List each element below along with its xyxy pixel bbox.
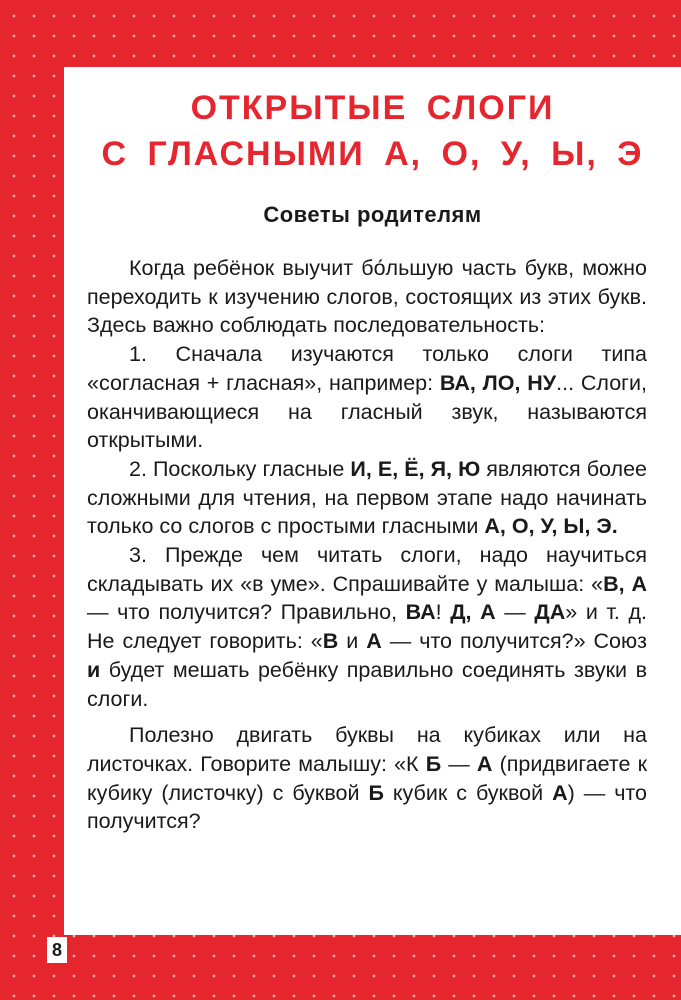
text-span: Полезно двигать буквы на кубиках или на листочках. Говорите малышу: «К <box>87 723 647 776</box>
bold-letter: Б <box>368 780 384 805</box>
bold-conjunction: и <box>87 657 101 682</box>
body-text <box>87 254 647 836</box>
bold-letter: Б <box>425 751 442 776</box>
paragraph-step-1 <box>87 340 647 455</box>
bold-letter: А <box>476 751 493 776</box>
text-span: кубик с буквой <box>383 780 553 805</box>
text-span: ! <box>435 600 451 625</box>
paragraph-intro <box>87 254 647 340</box>
text-span: Когда ребёнок выучит бо́льшую часть букв, можно переходить к изучению слогов, состоящих из этих букв. Здесь важно соблюдать последовательность: <box>87 256 647 338</box>
text-span: ... Слоги, оканчивающиеся на гласный звук, называются открытыми. <box>87 370 647 453</box>
bold-vowels: И, Е, Ё, Я, Ю <box>350 456 481 481</box>
page-title <box>64 85 681 177</box>
text-span: являются более сложными для чтения, на первом этапе надо начинать только со слогов с простыми гласными <box>87 456 647 539</box>
bold-syllables: ВА, ЛО, НУ <box>439 370 557 395</box>
text-span: (придвигаете к кубику (листочку) с буквой <box>87 751 647 805</box>
paragraph-step-2 <box>87 455 647 541</box>
paragraph-cubes <box>87 721 647 836</box>
text-span: — что получится? Правильно, <box>87 600 406 625</box>
page-sheet <box>64 67 681 935</box>
text-span: 2. Поскольку гласные <box>129 456 351 481</box>
paragraph-step-3 <box>87 541 647 713</box>
text-span: — <box>441 751 477 776</box>
text-span: ) — что получится? <box>87 780 647 834</box>
title-line-1: ОТКРЫТЫЕ СЛОГИ <box>190 89 555 127</box>
bold-vowels: А, О, У, Ы, Э. <box>484 514 618 539</box>
bold-letter: А <box>552 780 568 805</box>
title-line-2: С ГЛАСНЫМИ А, О, У, Ы, Э <box>101 135 644 173</box>
text-span: и <box>338 629 367 654</box>
text-span: 3. Прежде чем читать слоги, надо научиться складывать их «в уме». Спрашивайте у малыша: « <box>87 543 647 596</box>
text-span: — что получится?» Союз <box>381 629 647 654</box>
page-number: 8 <box>47 937 67 963</box>
bold-syllable: ВА <box>405 600 436 625</box>
bold-letters: Д, А <box>450 600 496 625</box>
bold-letter: А <box>366 629 382 654</box>
section-subtitle: Советы родителям <box>263 202 482 227</box>
text-span: — <box>495 600 535 625</box>
text-span: 1. Сначала изучаются только слоги типа «согласная + гласная», например: <box>87 342 647 395</box>
text-span: будет мешать ребёнку правильно соединять звуки в слоги. <box>87 657 647 711</box>
bold-letter: В <box>322 629 339 654</box>
text-span: » и т. д. Не следует говорить: « <box>87 600 648 654</box>
bold-letters: В, А <box>603 571 648 596</box>
bold-syllable: ДА <box>534 600 566 625</box>
